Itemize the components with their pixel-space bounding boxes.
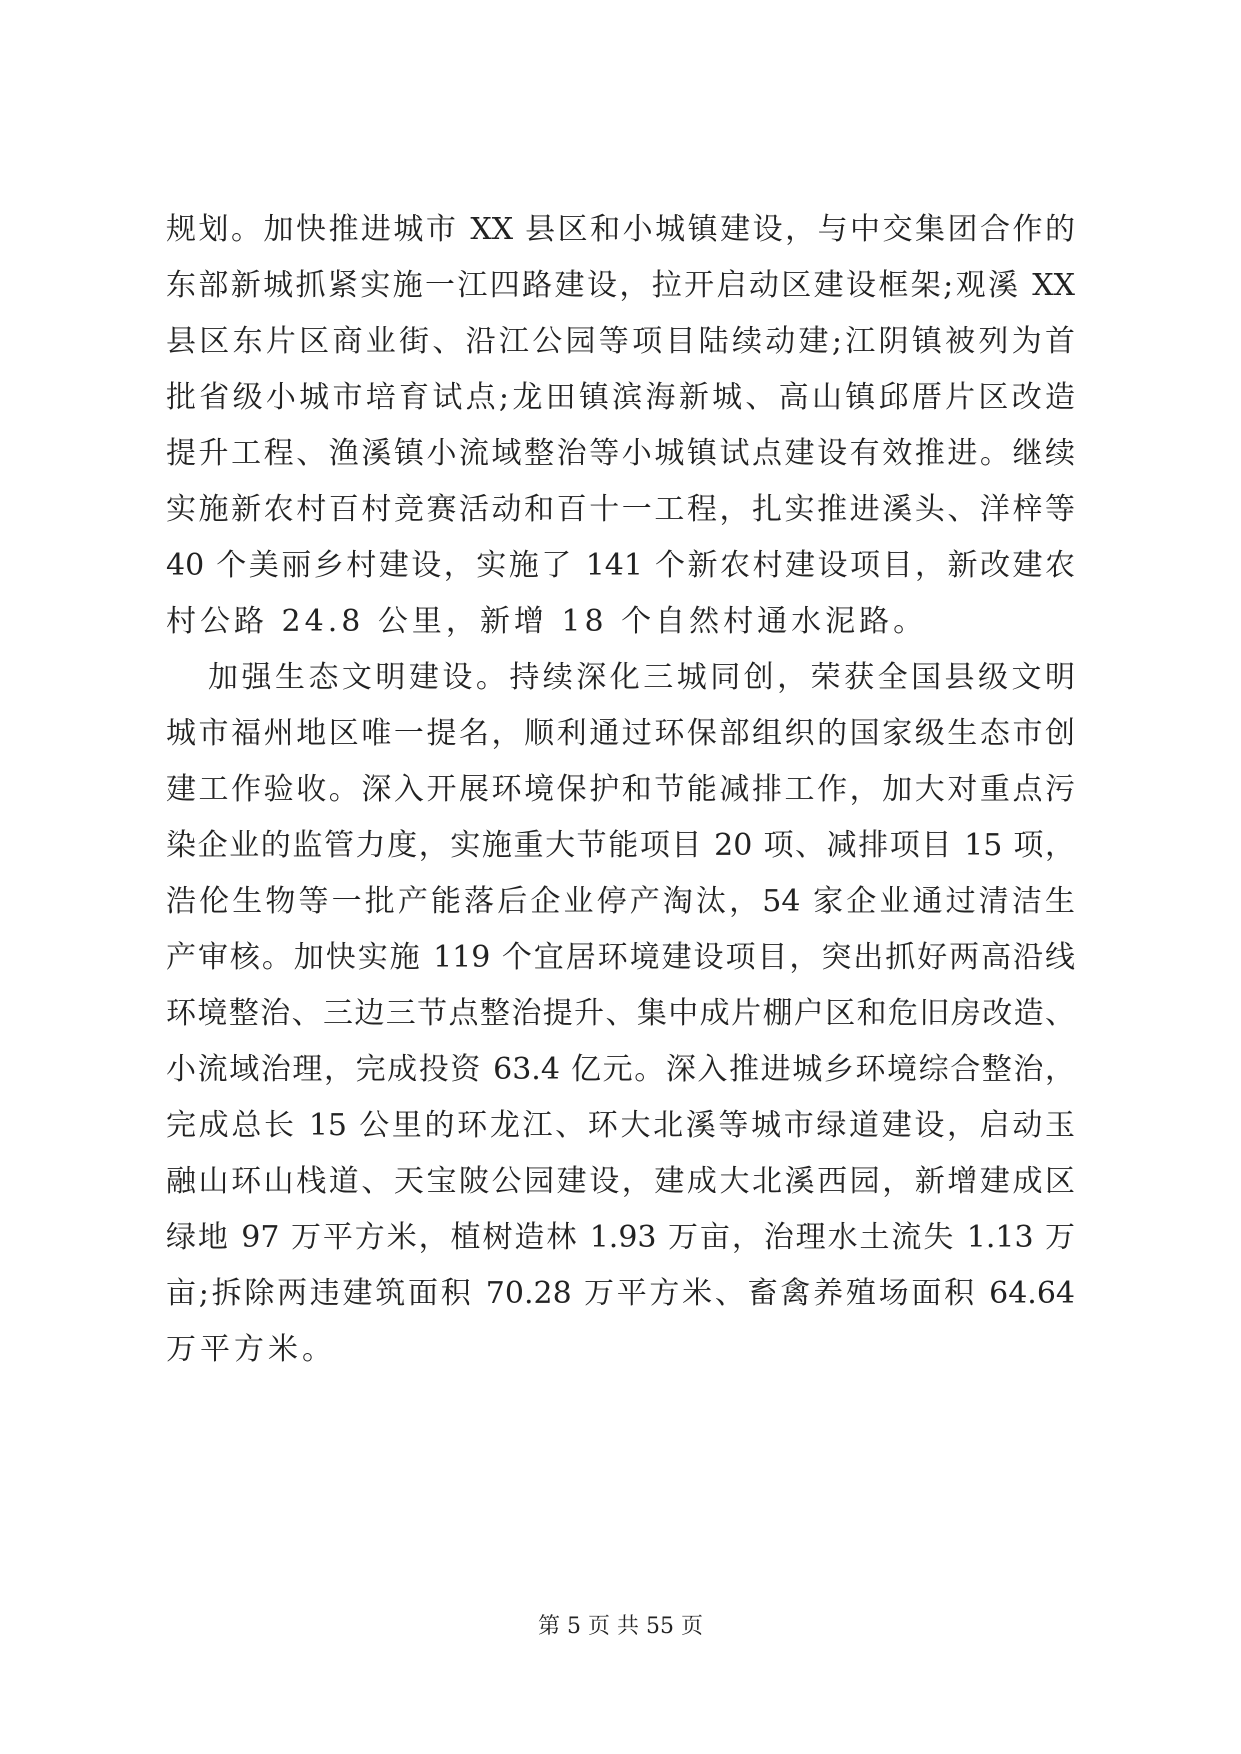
- text-line: 亩;拆除两违建筑面积 70.28 万平方米、畜禽养殖场面积 64.64: [166, 1276, 1075, 1311]
- text-line: 加强生态文明建设。持续深化三城同创，荣获全国县级文明: [208, 660, 1075, 695]
- text-line: 小流域治理，完成投资 63.4 亿元。深入推进城乡环境综合整治，: [166, 1052, 1075, 1087]
- text-line: 东部新城抓紧实施一江四路建设，拉开启动区建设框架;观溪 XX: [166, 268, 1075, 303]
- text-line: 环境整治、三边三节点整治提升、集中成片棚户区和危旧房改造、: [166, 996, 1075, 1031]
- text-line: 绿地 97 万平方米，植树造林 1.93 万亩，治理水土流失 1.13 万: [166, 1220, 1075, 1255]
- text-line: 浩伦生物等一批产能落后企业停产淘汰，54 家企业通过清洁生: [166, 884, 1075, 919]
- document-body: [166, 202, 1075, 1378]
- paragraph-urban-rural-construction: [166, 202, 1075, 650]
- text-line: 实施新农村百村竞赛活动和百十一工程，扎实推进溪头、洋梓等: [166, 492, 1075, 527]
- text-line: 万平方米。: [166, 1332, 336, 1367]
- text-line: 城市福州地区唯一提名，顺利通过环保部组织的国家级生态市创: [166, 716, 1075, 751]
- text-line: 提升工程、渔溪镇小流域整治等小城镇试点建设有效推进。继续: [166, 436, 1075, 471]
- page-number-footer: 第 5 页 共 55 页: [538, 1614, 703, 1639]
- text-line: 规划。加快推进城市 XX 县区和小城镇建设，与中交集团合作的: [166, 212, 1075, 247]
- text-line: 建工作验收。深入开展环境保护和节能减排工作，加大对重点污: [166, 772, 1075, 807]
- paragraph-ecological-civilization: [166, 650, 1075, 1378]
- text-line: 染企业的监管力度，实施重大节能项目 20 项、减排项目 15 项，: [166, 828, 1075, 863]
- text-line: 完成总长 15 公里的环龙江、环大北溪等城市绿道建设，启动玉: [166, 1108, 1075, 1143]
- text-line: 批省级小城市培育试点;龙田镇滨海新城、高山镇邱厝片区改造: [166, 380, 1075, 415]
- text-line: 40 个美丽乡村建设，实施了 141 个新农村建设项目，新改建农: [166, 548, 1075, 583]
- text-line: 产审核。加快实施 119 个宜居环境建设项目，突出抓好两高沿线: [166, 940, 1075, 975]
- text-line: 融山环山栈道、天宝陂公园建设，建成大北溪西园，新增建成区: [166, 1164, 1075, 1199]
- text-line: 村公路 24.8 公里，新增 18 个自然村通水泥路。: [166, 604, 928, 639]
- text-line: 县区东片区商业街、沿江公园等项目陆续动建;江阴镇被列为首: [166, 324, 1075, 359]
